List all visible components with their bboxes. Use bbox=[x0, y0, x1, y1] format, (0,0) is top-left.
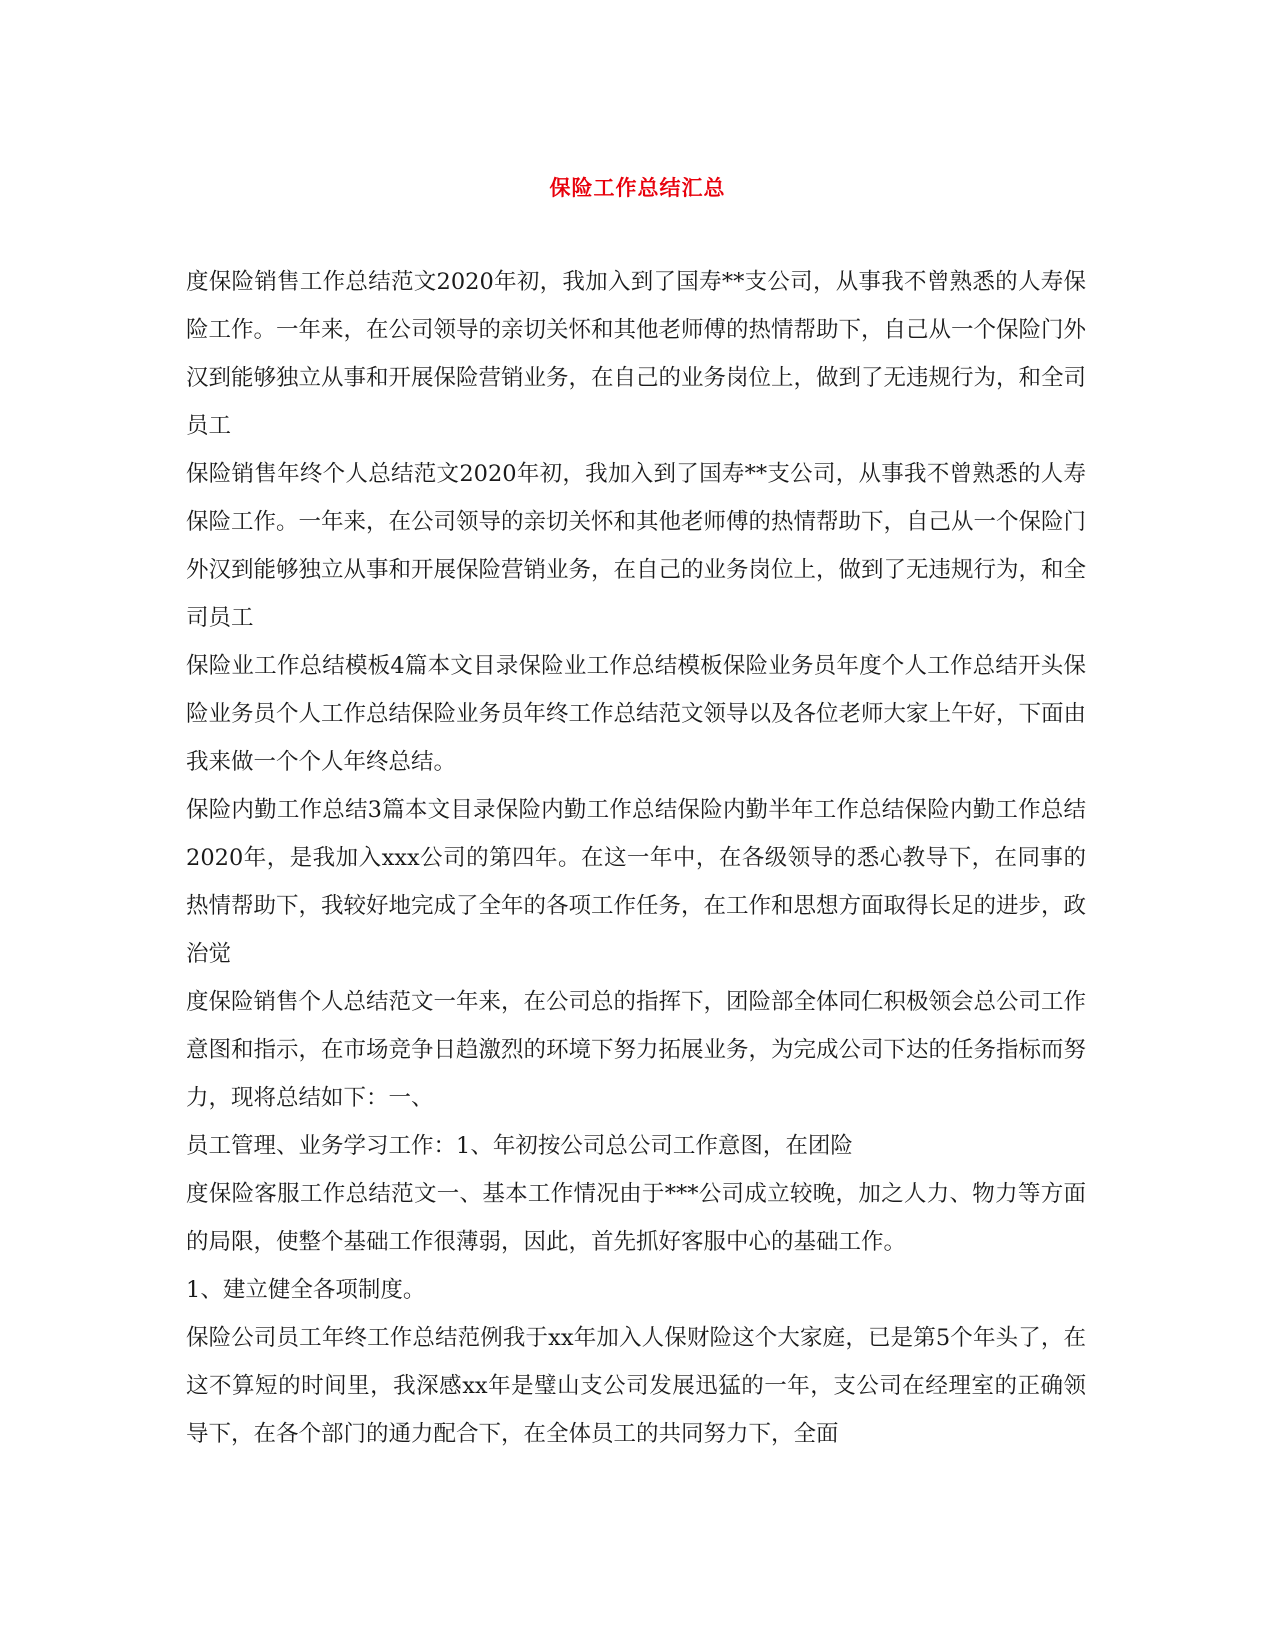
paragraph: 度保险销售工作总结范文2020年初，我加入到了国寿**支公司，从事我不曾熟悉的人寿保险工作。一年来，在公司领导的亲切关怀和其他老师傅的热情帮助下，自己从一个保险门外汉到能够独立从事和开展保险营销业务，在自己的业务岗位上，做到了无违规行为，和全司员工 bbox=[186, 269, 1087, 439]
paragraph: 1、建立健全各项制度。 bbox=[186, 1277, 426, 1303]
document-body bbox=[186, 258, 1086, 1458]
paragraph: 保险公司员工年终工作总结范例我于xx年加入人保财险这个大家庭，已是第5个年头了，在这不算短的时间里，我深感xx年是璧山支公司发展迅猛的一年，支公司在经理室的正确领导下，在各个部门的通力配合下，在全体员工的共同努力下，全面 bbox=[186, 1325, 1086, 1447]
document-title: 保险工作总结汇总 bbox=[549, 175, 726, 200]
paragraph: 员工管理、业务学习工作：1、年初按公司总公司工作意图，在团险 bbox=[186, 1133, 853, 1159]
paragraph: 保险内勤工作总结3篇本文目录保险内勤工作总结保险内勤半年工作总结保险内勤工作总结2020年，是我加入xxx公司的第四年。在这一年中，在各级领导的悉心教导下，在同事的热情帮助下，我较好地完成了全年的各项工作任务，在工作和思想方面取得长足的进步，政治觉 bbox=[186, 797, 1087, 967]
paragraph: 度保险客服工作总结范文一、基本工作情况由于***公司成立较晚，加之人力、物力等方面的局限，使整个基础工作很薄弱，因此，首先抓好客服中心的基础工作。 bbox=[186, 1181, 1086, 1255]
paragraph: 保险销售年终个人总结范文2020年初，我加入到了国寿**支公司，从事我不曾熟悉的人寿保险工作。一年来，在公司领导的亲切关怀和其他老师傅的热情帮助下，自己从一个保险门外汉到能够独立从事和开展保险营销业务，在自己的业务岗位上，做到了无违规行为，和全司员工 bbox=[186, 461, 1087, 631]
paragraph: 度保险销售个人总结范文一年来，在公司总的指挥下，团险部全体同仁积极领会总公司工作意图和指示，在市场竞争日趋激烈的环境下努力拓展业务，为完成公司下达的任务指标而努力，现将总结如下：一、 bbox=[186, 989, 1087, 1111]
paragraph: 保险业工作总结模板4篇本文目录保险业工作总结模板保险业务员年度个人工作总结开头保险业务员个人工作总结保险业务员年终工作总结范文领导以及各位老师大家上午好，下面由我来做一个个人年终总结。 bbox=[186, 653, 1087, 775]
